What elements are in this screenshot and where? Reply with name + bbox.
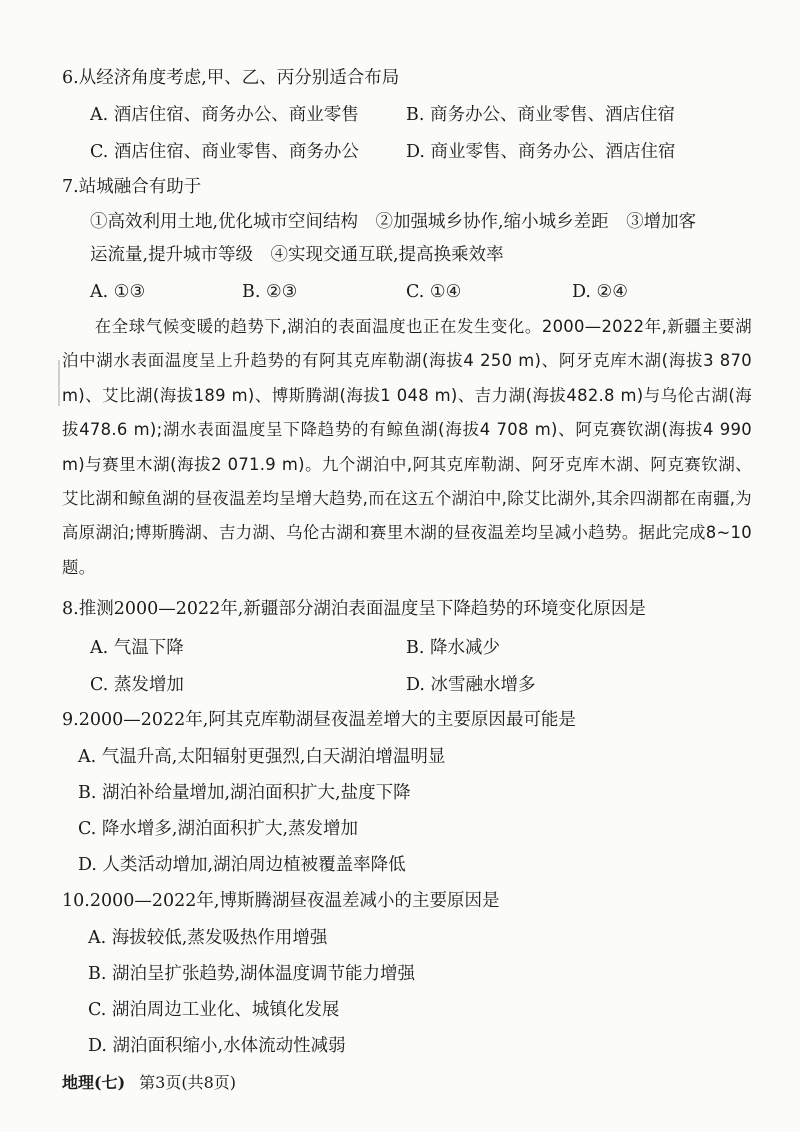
- footer-subject: 地理(七): [62, 1073, 126, 1092]
- page-footer: [62, 1072, 236, 1094]
- question-10-option-a: A. 海拔较低,蒸发吸热作用增强: [88, 928, 328, 948]
- question-8-option-a: A. 气温下降: [90, 638, 184, 658]
- question-8-stem: 8.推测2000—2022年,新疆部分湖泊表面温度呈下降趋势的环境变化原因是: [62, 599, 646, 619]
- question-6-option-c: C. 酒店住宿、商业零售、商务办公: [90, 142, 359, 162]
- question-8-option-d: D. 冰雪融水增多: [406, 675, 536, 695]
- question-9-option-d: D. 人类活动增加,湖泊周边植被覆盖率降低: [78, 855, 406, 875]
- question-6-option-a: A. 酒店住宿、商务办公、商业零售: [90, 105, 359, 125]
- question-8-option-b: B. 降水减少: [406, 638, 500, 658]
- question-10-stem: 10.2000—2022年,博斯腾湖昼夜温差减小的主要原因是: [62, 891, 500, 911]
- question-9-stem: 9.2000—2022年,阿其克库勒湖昼夜温差增大的主要原因最可能是: [62, 710, 576, 730]
- question-10-option-d: D. 湖泊面积缩小,水体流动性减弱: [88, 1036, 346, 1056]
- question-9-option-a: A. 气温升高,太阳辐射更强烈,白天湖泊增温明显: [78, 747, 446, 767]
- question-10-option-b: B. 湖泊呈扩张趋势,湖体温度调节能力增强: [88, 964, 416, 984]
- question-7-option-d: D. ②④: [572, 282, 628, 302]
- question-7-statement-line-2: 运流量,提升城市等级 ④实现交通互联,提高换乘效率: [90, 245, 504, 265]
- question-7-option-c: C. ①④: [406, 282, 462, 302]
- question-9-option-c: C. 降水增多,湖泊面积扩大,蒸发增加: [78, 819, 359, 839]
- question-6-option-b: B. 商务办公、商业零售、酒店住宿: [406, 105, 675, 125]
- scan-edge-mark: [58, 360, 60, 406]
- question-10-option-c: C. 湖泊周边工业化、城镇化发展: [88, 1000, 340, 1020]
- question-7-stem: 7.站城融合有助于: [62, 177, 202, 197]
- question-8-option-c: C. 蒸发增加: [90, 675, 184, 695]
- question-7-option-a: A. ①③: [90, 282, 146, 302]
- question-6-option-d: D. 商业零售、商务办公、酒店住宿: [406, 142, 676, 162]
- question-6-stem: 6.从经济角度考虑,甲、乙、丙分别适合布局: [62, 68, 400, 88]
- question-9-option-b: B. 湖泊补给量增加,湖泊面积扩大,盐度下降: [78, 783, 411, 803]
- question-7-option-b: B. ②③: [242, 282, 298, 302]
- footer-page-number: 第3页(共8页): [139, 1073, 237, 1092]
- reading-passage: 在全球气候变暖的趋势下,湖泊的表面温度也正在发生变化。2000—2022年,新疆主要湖泊中湖水表面温度呈上升趋势的有阿其克库勒湖(海拔4 250 m)、阿牙克库木湖(海拔3 870 m)、艾比湖(海拔189 m)、博斯腾湖(海拔1 048 m)、吉力湖(海拔482.8 m)与乌伦古湖(海拔478.6 m);湖水表面温度呈下降趋势的有鲸鱼湖(海拔4 708 m)、阿克赛钦湖(海拔4 990 m)与赛里木湖(海拔2 071.9 m)。九个湖泊中,阿其克库勒湖、阿牙克库木湖、阿克赛钦湖、艾比湖和鲸鱼湖的昼夜温差均呈增大趋势,而在这五个湖泊中,除艾比湖外,其余四湖都在南疆,为高原湖泊;博斯腾湖、吉力湖、乌伦古湖和赛里木湖的昼夜温差均呈减小趋势。据此完成8~10题。: [62, 317, 752, 577]
- question-7-statement-line-1: ①高效利用土地,优化城市空间结构 ②加强城乡协作,缩小城乡差距 ③增加客: [90, 212, 697, 232]
